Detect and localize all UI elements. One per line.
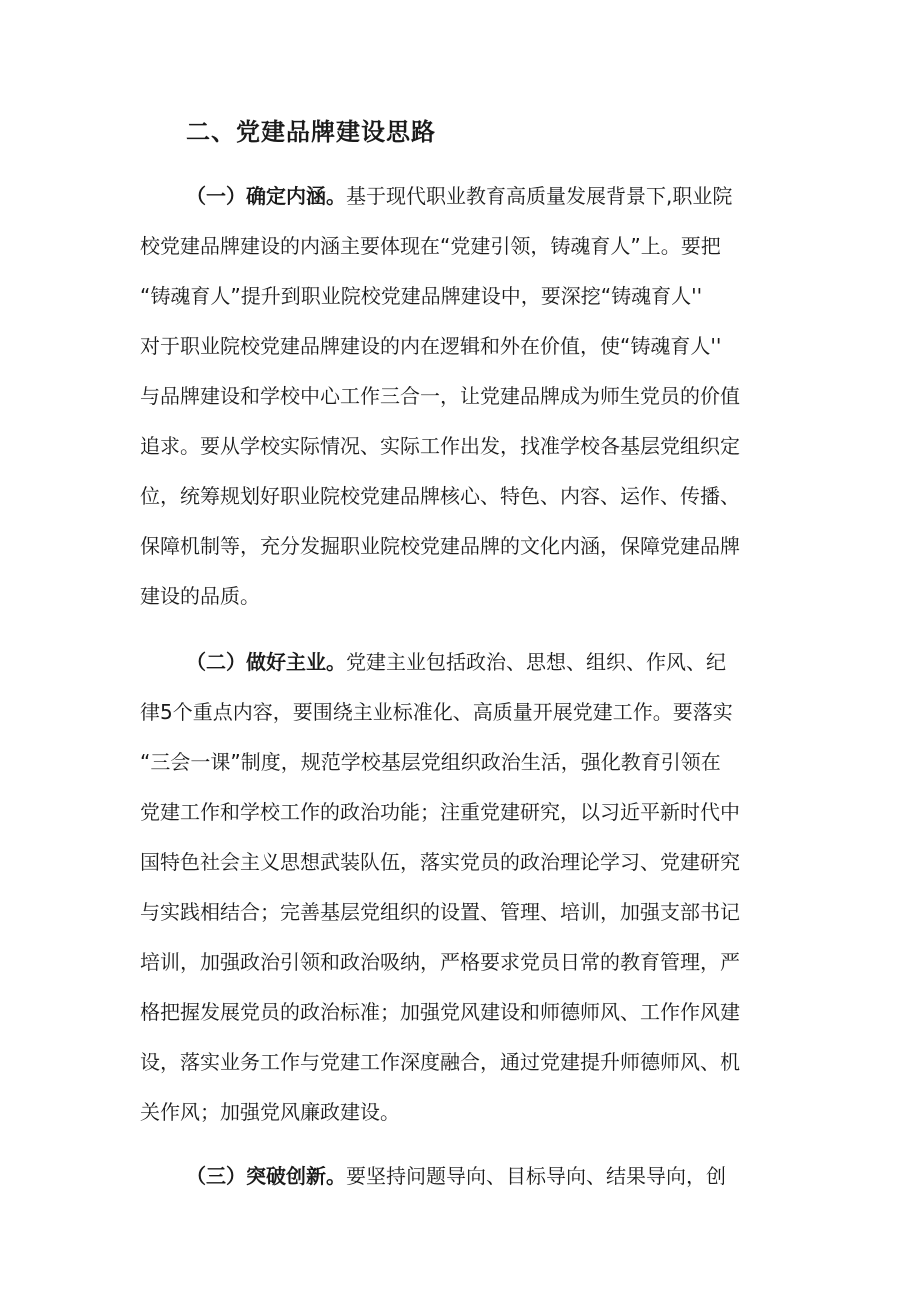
- paragraph-text: 基于现代职业教育高质量发展背景下,职业院: [346, 184, 733, 208]
- section-heading: 二、党建品牌建设思路: [186, 118, 436, 146]
- paragraph-line: “铸魂育人”提升到职业院校党建品牌建设中，要深挖“铸魂育人'': [140, 284, 703, 308]
- paragraph-lead: （一）确定内涵。: [186, 184, 346, 208]
- paragraph-line: 追求。要从学校实际情况、实际工作出发，找准学校各基层党组织定: [140, 434, 740, 458]
- paragraph-line: 对于职业院校党建品牌建设的内在逻辑和外在价值，使“铸魂育人'': [140, 334, 722, 358]
- paragraph-line: 格把握发展党员的政治标准；加强党风建设和师德师风、工作作风建: [140, 1000, 740, 1024]
- paragraph-line: 位，统筹规划好职业院校党建品牌核心、特色、内容、运作、传播、: [140, 484, 740, 508]
- paragraph-line: 保障机制等，充分发掘职业院校党建品牌的文化内涵，保障党建品牌: [140, 534, 740, 558]
- paragraph-line: 与实践相结合；完善基层党组织的设置、管理、培训，加强支部书记: [140, 900, 740, 924]
- paragraph-text: 要坚持问题导向、目标导向、结果导向，创: [346, 1164, 726, 1188]
- paragraph-line: [186, 1161, 790, 1191]
- paragraph-line: 设，落实业务工作与党建工作深度融合，通过党建提升师德师风、机: [140, 1050, 740, 1074]
- paragraph-line: 校党建品牌建设的内涵主要体现在“党建引领，铸魂育人”上。要把: [140, 234, 721, 258]
- paragraph-lead: （三）突破创新。: [186, 1164, 346, 1188]
- paragraph-line: “三会一课”制度，规范学校基层党组织政治生活，强化教育引领在: [140, 750, 721, 774]
- paragraph-text: 党建主业包括政治、思想、组织、作风、纪: [346, 650, 726, 674]
- paragraph-line: 律5个重点内容，要围绕主业标准化、高质量开展党建工作。要落实: [140, 700, 733, 724]
- paragraph-line: [186, 647, 790, 677]
- paragraph-line: [186, 181, 790, 211]
- paragraph-line: 关作风；加强党风廉政建设。: [140, 1100, 400, 1124]
- paragraph-line: 与品牌建设和学校中心工作三合一，让党建品牌成为师生党员的价值: [140, 384, 740, 408]
- paragraph-line: 建设的品质。: [140, 584, 260, 608]
- paragraph-line: 培训，加强政治引领和政治吸纳，严格要求党员日常的教育管理，严: [140, 950, 740, 974]
- paragraph-lead: （二）做好主业。: [186, 650, 346, 674]
- paragraph-line: 党建工作和学校工作的政治功能；注重党建研究，以习近平新时代中: [140, 800, 740, 824]
- paragraph-line: 国特色社会主义思想武装队伍，落实党员的政治理论学习、党建研究: [140, 850, 740, 874]
